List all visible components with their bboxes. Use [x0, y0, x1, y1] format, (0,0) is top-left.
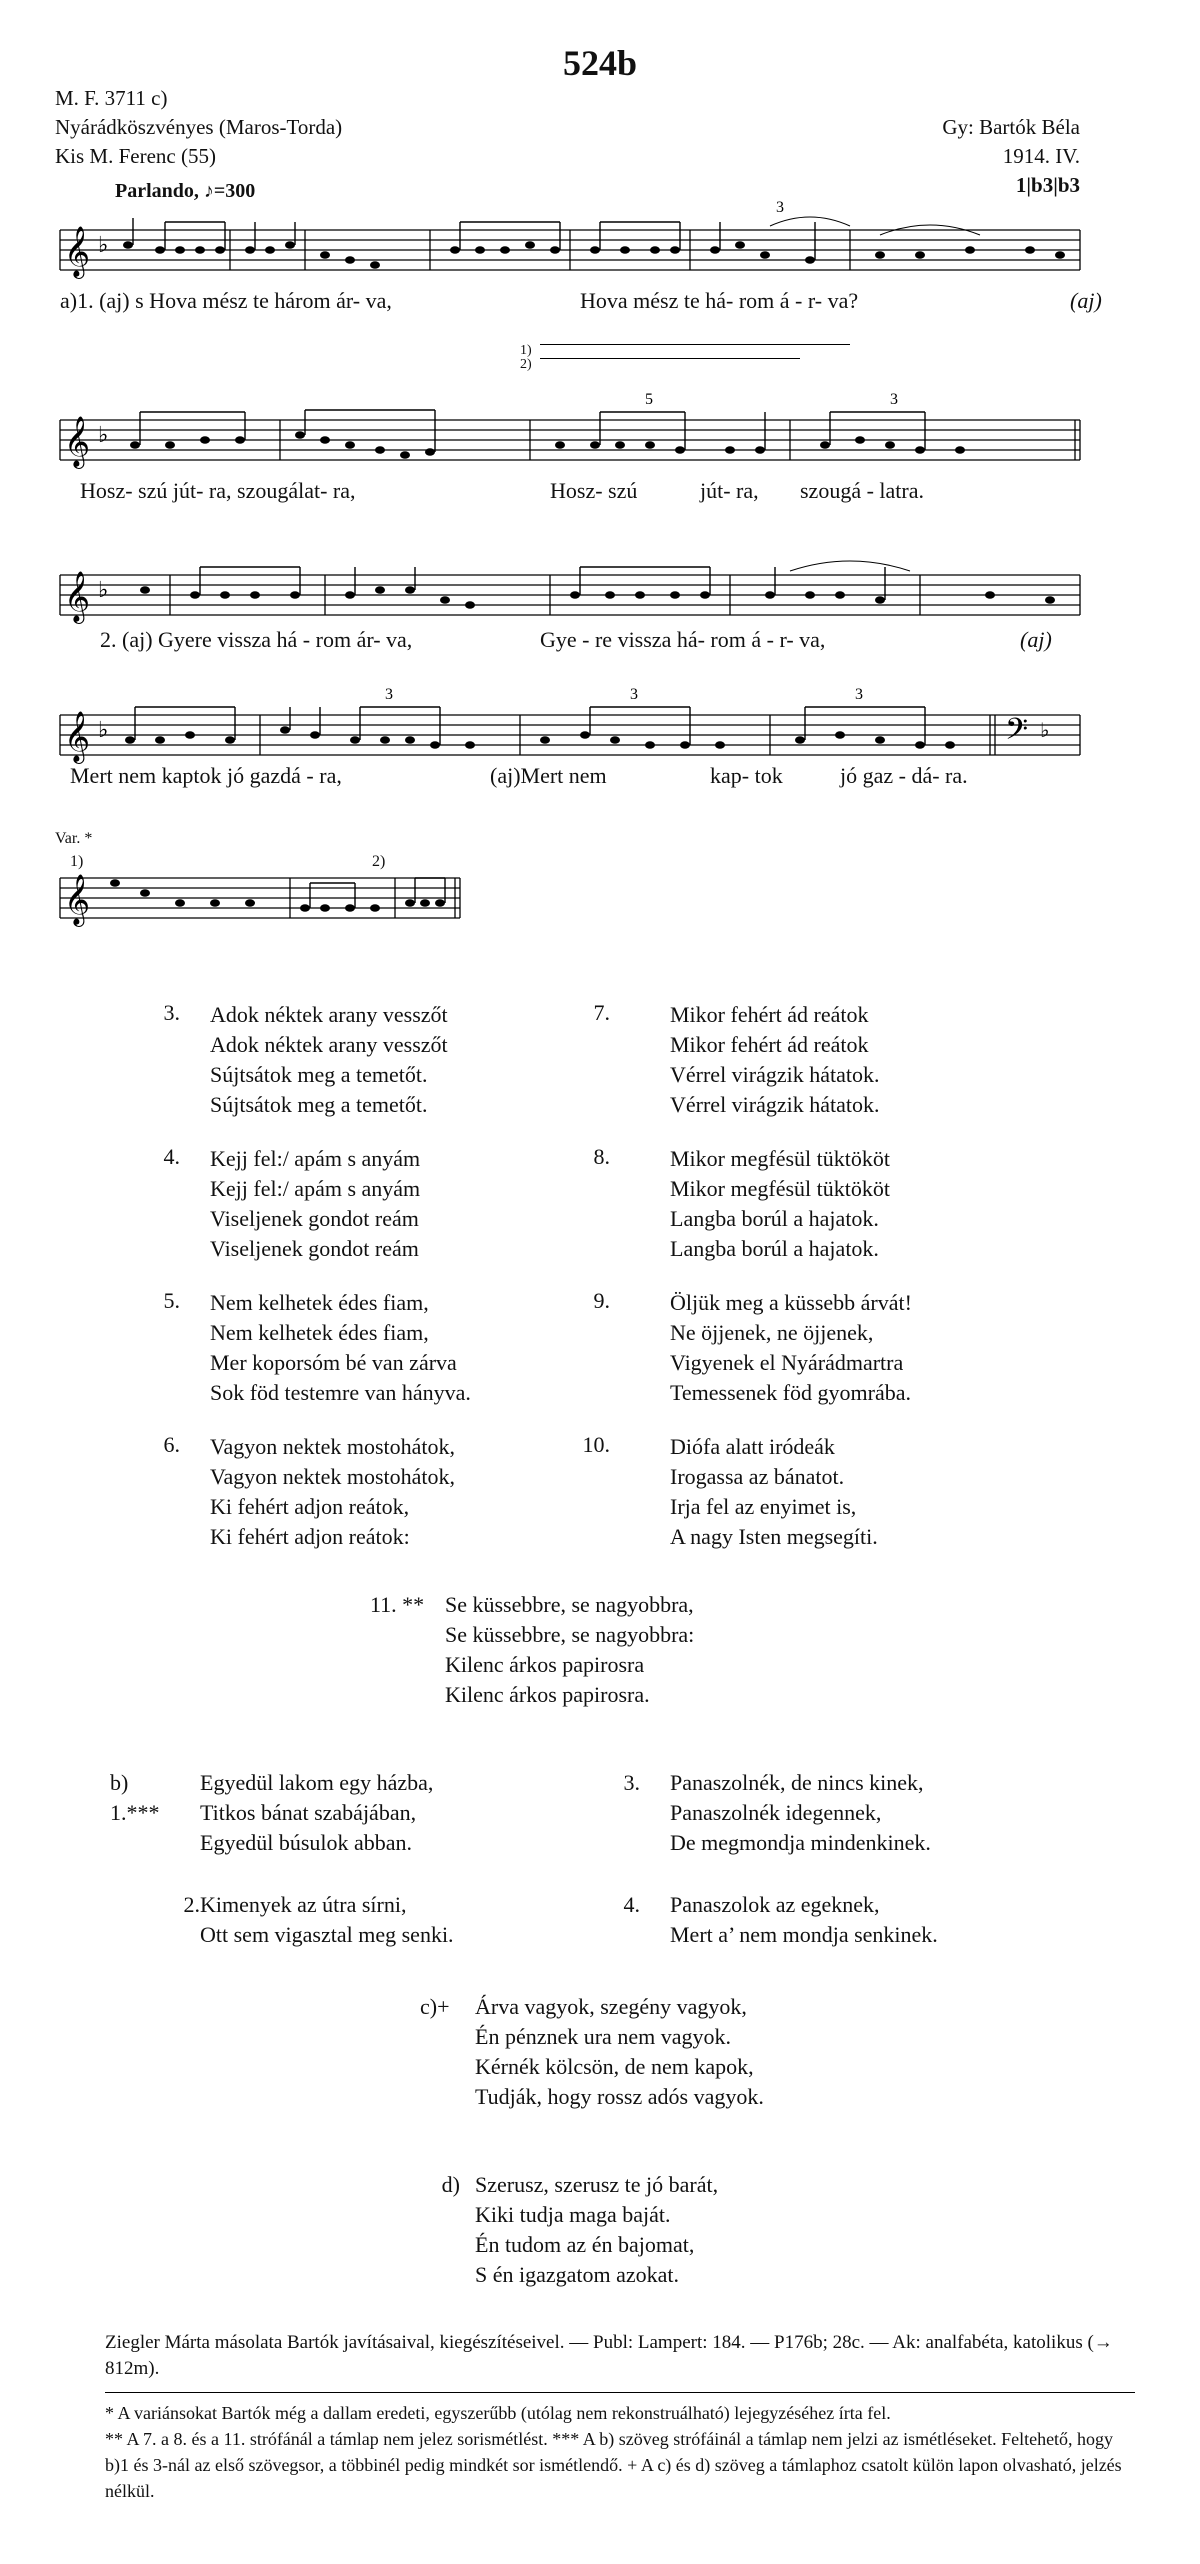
lyric-2d: szougá - latra. [800, 478, 924, 503]
verse-line: De megmondja mindenkinek. [670, 1830, 931, 1855]
svg-text:♭: ♭ [98, 422, 109, 447]
verse-line: Vérrel virágzik hátatok. [670, 1062, 880, 1087]
triplet-mark-2: 3 [890, 391, 898, 408]
verse-line: Kejj fel:/ apám s anyám [210, 1176, 421, 1201]
verse-line: Kejj fel:/ apám s anyám [210, 1146, 421, 1171]
triplet-mark-5: 3 [855, 686, 863, 703]
footnote-1: * A variánsokat Bartók még a dallam eredeti, egyszerűbb (utólag nem rekonstruálható) lejegyzéséhez írta fel. [105, 2403, 891, 2423]
section-label: d) [441, 2172, 460, 2197]
stanza-number: 10. [582, 1432, 610, 1457]
lyric-1a: a)1. (aj) s Hova mész te három ár- va, [60, 288, 392, 313]
verse-line: Kérnék kölcsön, de nem kapok, [475, 2054, 754, 2079]
verse-line: Nem kelhetek édes fiam, [210, 1290, 429, 1315]
place: Nyárádköszvényes (Maros-Torda) [55, 115, 343, 139]
lyric-4b: (aj)Mert nem [490, 763, 607, 788]
svg-text:𝄞: 𝄞 [64, 416, 91, 467]
verse-line: Mikor fehért ád reátok [670, 1032, 869, 1057]
verse-line: Diófa alatt iródeák [670, 1434, 835, 1459]
lyric-4a: Mert nem kaptok jó gazdá - ra, [70, 763, 342, 788]
verse-line: Kimenyek az útra sírni, [200, 1892, 407, 1917]
verse-line: Langba borúl a hajatok. [670, 1236, 879, 1261]
variant-staff [50, 858, 470, 948]
lyric-1c: (aj) [1070, 288, 1102, 313]
verse-line: Vigyenek el Nyárádmartra [670, 1350, 904, 1375]
verse-line: Árva vagyok, szegény vagyok, [475, 1994, 747, 2019]
verse-line: Vagyon nektek mostohátok, [210, 1464, 456, 1489]
verse-line: Se küssebbre, se nagyobbra, [445, 1592, 694, 1617]
stanza-number: 8. [593, 1144, 610, 1169]
verse-line: Panaszolnék, de nincs kinek, [670, 1770, 924, 1795]
triplet-mark-3: 3 [385, 686, 393, 703]
verse-line: Irja fel az enyimet is, [670, 1494, 857, 1519]
lyric-1b: Hova mész te há- rom á - r- va? [580, 288, 859, 313]
verse-line: Adok néktek arany vesszőt [210, 1032, 448, 1057]
lyric-2c: jút- ra, [700, 478, 759, 503]
stanza-number: 3. [163, 1000, 180, 1025]
svg-text:♭: ♭ [98, 577, 109, 602]
source-info [55, 84, 342, 171]
verse-line: Panaszolok az egeknek, [670, 1892, 880, 1917]
svg-text:𝄞: 𝄞 [64, 711, 91, 762]
ending-line-2 [540, 358, 800, 359]
section-label: c)+ [420, 1994, 450, 2019]
ending-marks: 1) 2) [520, 343, 532, 372]
date: 1914. IV. [1002, 144, 1080, 168]
svg-text:♭: ♭ [1040, 720, 1050, 742]
verse-line: Ki fehért adjon reátok: [210, 1524, 410, 1549]
verse-line: Ott sem vigasztal meg senki. [200, 1922, 454, 1947]
verse-line: Viseljenek gondot reám [210, 1236, 419, 1261]
variant-1-label: 1) [70, 853, 84, 870]
footnote-2: ** A 7. a 8. és a 11. strófánál a támlap nem jelez sorismétlést. *** A b) szöveg strófáinál a támlap nem jelzi az ismétléseket. Feltehető, hogy b)1 és 3-nál az első szövegsor, a többinél pedig mindkét sor ismétlendő. + A c) és d) szöveg a támlaphoz csatolt külön lapon olvasható, jelzés nélkül. [105, 2429, 1122, 2501]
verse-line: Mikor megfésül tüktököt [670, 1146, 890, 1171]
triplet-mark-4: 3 [630, 686, 638, 703]
ending-line-1 [540, 344, 850, 345]
verse-line: Nem kelhetek édes fiam, [210, 1320, 429, 1345]
page-number-title: 524b [562, 43, 638, 83]
verse-line: Se küssebbre, se nagyobbra: [445, 1622, 695, 1647]
triplet-mark: 3 [776, 200, 784, 216]
verse-line: Langba borúl a hajatok. [670, 1206, 879, 1231]
svg-text:𝄢: 𝄢 [1005, 713, 1029, 754]
verse-line: Sújtsátok meg a temetőt. [210, 1062, 428, 1087]
verse-line: Mert a’ nem mondja senkinek. [670, 1922, 938, 1947]
verse-line: A nagy Isten megsegíti. [670, 1524, 878, 1549]
stanza-number: 6. [163, 1432, 180, 1457]
lyric-4d: jó gaz - dá- ra. [840, 763, 968, 788]
variant-2-label: 2) [372, 853, 386, 870]
variant-label: Var. * [55, 830, 93, 847]
music-notation-variant [50, 858, 470, 948]
verse-line: Adok néktek arany vesszőt [210, 1002, 448, 1027]
stanza-number: 7. [593, 1000, 610, 1025]
svg-text:♭: ♭ [98, 232, 109, 257]
verse-line: Én tudom az én bajomat, [475, 2232, 695, 2257]
svg-text:♭: ♭ [98, 717, 109, 742]
verse-line: Egyedül lakom egy házba, [200, 1770, 434, 1795]
stanza-number: 3. [623, 1770, 640, 1795]
lyric-3b: Gye - re vissza há- rom á - r- va, [540, 627, 826, 652]
stanza-number: b) 1.*** [110, 1770, 160, 1825]
stanza-number: 9. [593, 1288, 610, 1313]
verse-line: Kiki tudja maga baját. [475, 2202, 671, 2227]
stanza-number: 4. [163, 1144, 180, 1169]
svg-text:𝄞: 𝄞 [64, 226, 91, 277]
stanza-number: 11. ** [370, 1592, 425, 1617]
svg-text:𝄞: 𝄞 [64, 571, 91, 622]
verse-line: Sok föd testemre van hányva. [210, 1380, 471, 1405]
verse-line: Öljük meg a küssebb árvát! [670, 1290, 912, 1315]
verse-line: Vagyon nektek mostohátok, [210, 1434, 456, 1459]
copy-note: Ziegler Márta másolata Bartók javításaival, kiegészítéseivel. — Publ: Lampert: 184. — P176b; 28c. — Ak: analfabéta, katolikus (→ 812m). [105, 2332, 1113, 2379]
verse-line: Ki fehért adjon reátok, [210, 1494, 410, 1519]
lyric-3a: 2. (aj) Gyere vissza há - rom ár- va, [100, 627, 413, 652]
verse-line: Tudják, hogy rossz adós vagyok. [475, 2084, 764, 2109]
verse-line: Titkos bánat szabájában, [200, 1800, 417, 1825]
lyric-2a: Hosz- szú jút- ra, szougálat- ra, [80, 478, 356, 503]
svg-text:𝄞: 𝄞 [64, 874, 91, 925]
verse-line: Irogassa az bánatot. [670, 1464, 845, 1489]
cadence: 1|b3|b3 [1015, 173, 1080, 197]
tempo-marking: Parlando, ♪=300 [115, 180, 256, 202]
verse-line: Ne öjjenek, ne öjjenek, [670, 1320, 874, 1345]
verse-line: Kilenc árkos papirosra. [445, 1682, 650, 1707]
verse-line: Vérrel virágzik hátatok. [670, 1092, 880, 1117]
singer: Kis M. Ferenc (55) [55, 144, 216, 168]
verse-line: Kilenc árkos papirosra [445, 1652, 645, 1677]
lyric-3c: (aj) [1020, 627, 1052, 652]
verse-line: Én pénznek ura nem vagyok. [475, 2024, 731, 2049]
verse-line: Mikor megfésül tüktököt [670, 1176, 890, 1201]
verse-line: Mer koporsóm bé van zárva [210, 1350, 457, 1375]
verse-line: Temessenek föd gyomrába. [670, 1380, 911, 1405]
footnotes [105, 2400, 1135, 2504]
stanza-number: 5. [163, 1288, 180, 1313]
verse-line: Panaszolnék idegennek, [670, 1800, 882, 1825]
verse-line: Szerusz, szerusz te jó barát, [475, 2172, 719, 2197]
stanza-number: 4. [623, 1892, 640, 1917]
verse-line: Egyedül búsulok abban. [200, 1830, 413, 1855]
quintuplet-mark: 5 [645, 391, 653, 408]
verse-line: Sújtsátok meg a temetőt. [210, 1092, 428, 1117]
collector-info [942, 113, 1080, 200]
verse-line: Mikor fehért ád reátok [670, 1002, 869, 1027]
footnote-divider [105, 2392, 1135, 2393]
archive-number: M. F. 3711 c) [55, 86, 168, 110]
lyric-2b: Hosz- szú [550, 478, 638, 503]
lyric-4c: kap- tok [710, 763, 783, 788]
stanza-number: 2. [183, 1892, 200, 1917]
collector: Gy: Bartók Béla [942, 115, 1080, 139]
verse-line: S én igazgatom azokat. [475, 2262, 680, 2287]
verse-line: Viseljenek gondot reám [210, 1206, 419, 1231]
